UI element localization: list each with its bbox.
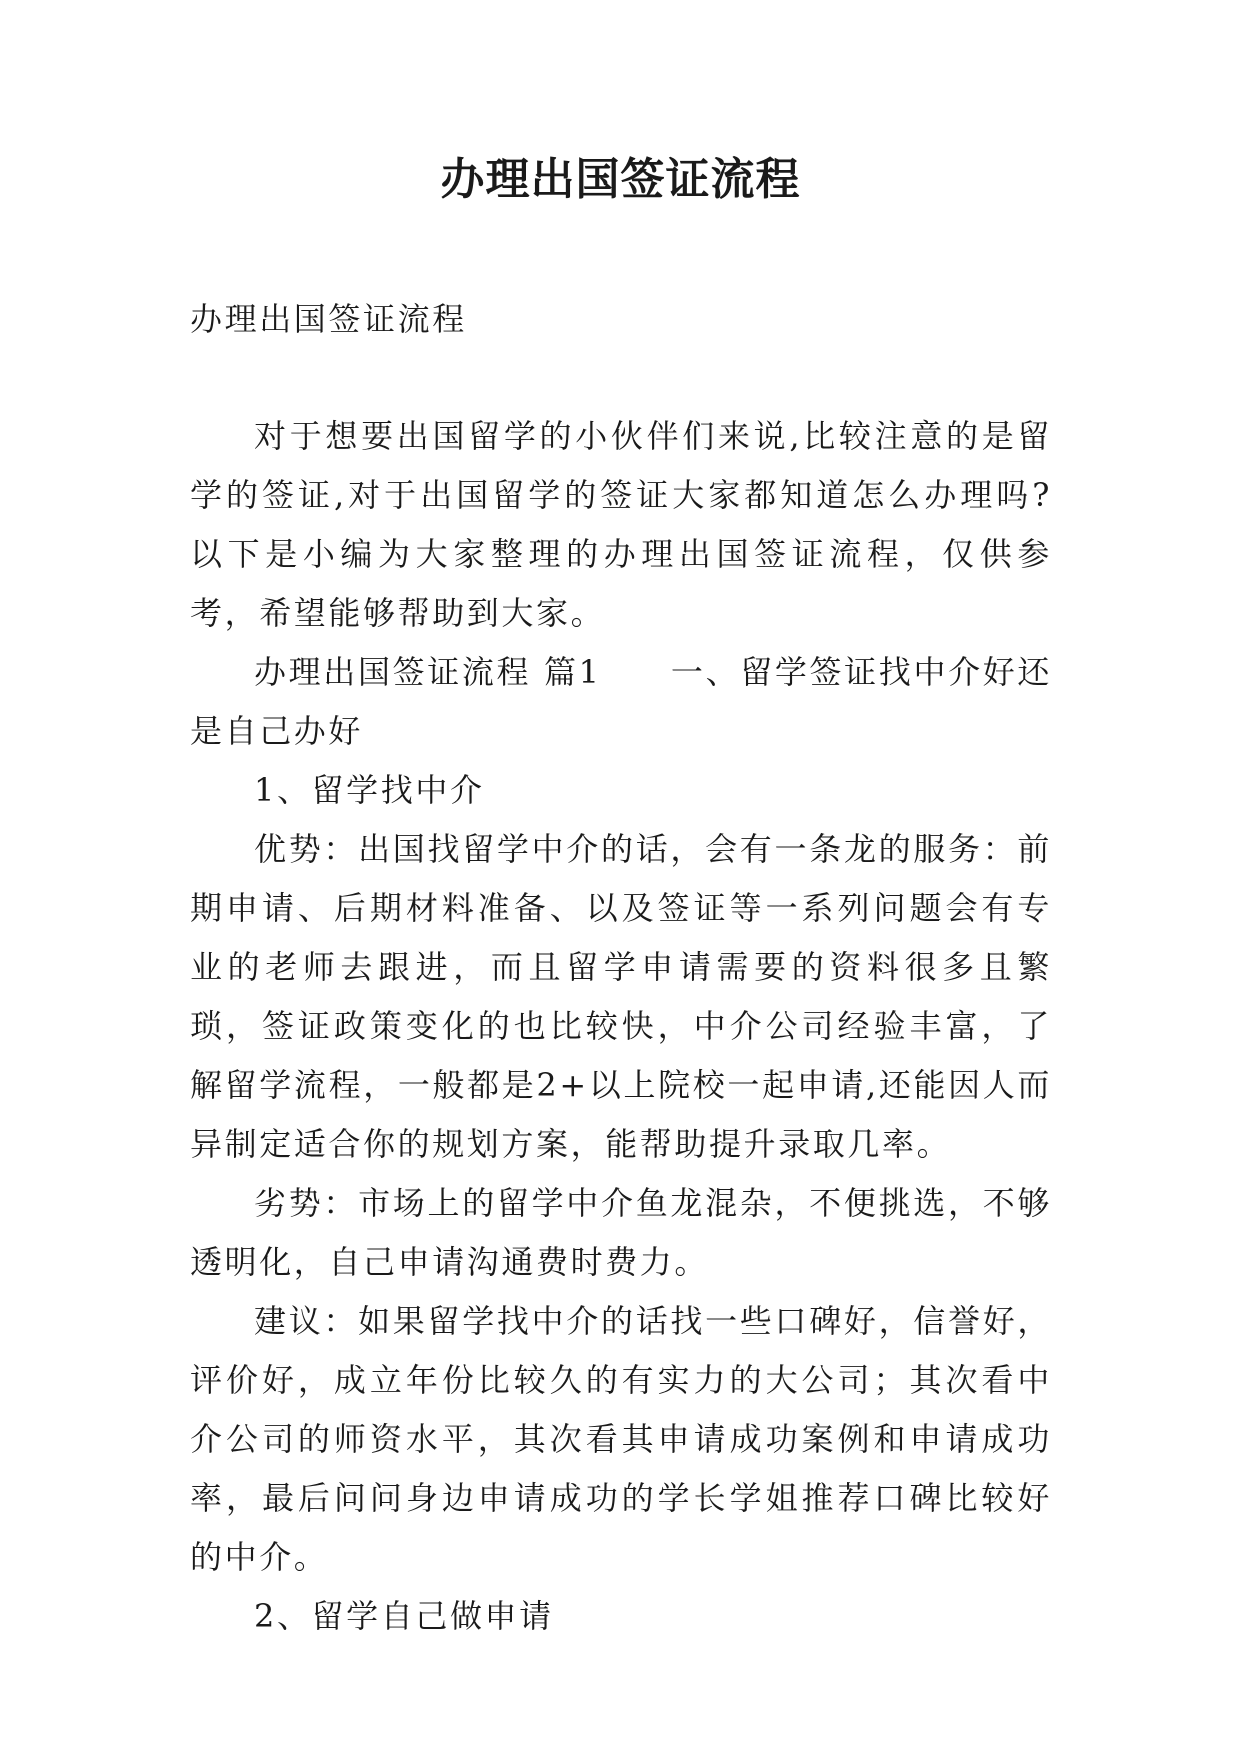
subsection-heading-agency: 1、留学找中介 [254, 771, 485, 809]
disadvantages-paragraph: 劣势：市场上的留学中介鱼龙混杂，不便挑选，不够透明化，自己申请沟通费时费力。 [190, 1184, 1052, 1281]
section-heading: 办理出国签证流程 篇1 一、留学签证找中介好还是自己办好 [190, 653, 1052, 750]
document-body [190, 290, 1052, 1646]
suggestion-paragraph: 建议：如果留学找中介的话找一些口碑好，信誉好，评价好，成立年份比较久的有实力的大公司；其次看中介公司的师资水平，其次看其申请成功案例和申请成功率，最后问问身边申请成功的学长学姐推荐口碑比较好的中介。 [190, 1302, 1052, 1576]
advantages-paragraph: 优势：出国找留学中介的话，会有一条龙的服务：前期申请、后期材料准备、以及签证等一系列问题会有专业的老师去跟进，而且留学申请需要的资料很多且繁琐，签证政策变化的也比较快，中介公司经验丰富，了解留学流程，一般都是2+以上院校一起申请,还能因人而异制定适合你的规划方案，能帮助提升录取几率。 [190, 830, 1052, 1163]
document-subtitle: 办理出国签证流程 [190, 300, 467, 338]
subsection-heading-self: 2、留学自己做申请 [254, 1597, 554, 1635]
intro-paragraph: 对于想要出国留学的小伙伴们来说,比较注意的是留学的签证,对于出国留学的签证大家都知道怎么办理吗?以下是小编为大家整理的办理出国签证流程，仅供参考，希望能够帮助到大家。 [190, 417, 1052, 632]
document-title: 办理出国签证流程 [440, 154, 801, 205]
